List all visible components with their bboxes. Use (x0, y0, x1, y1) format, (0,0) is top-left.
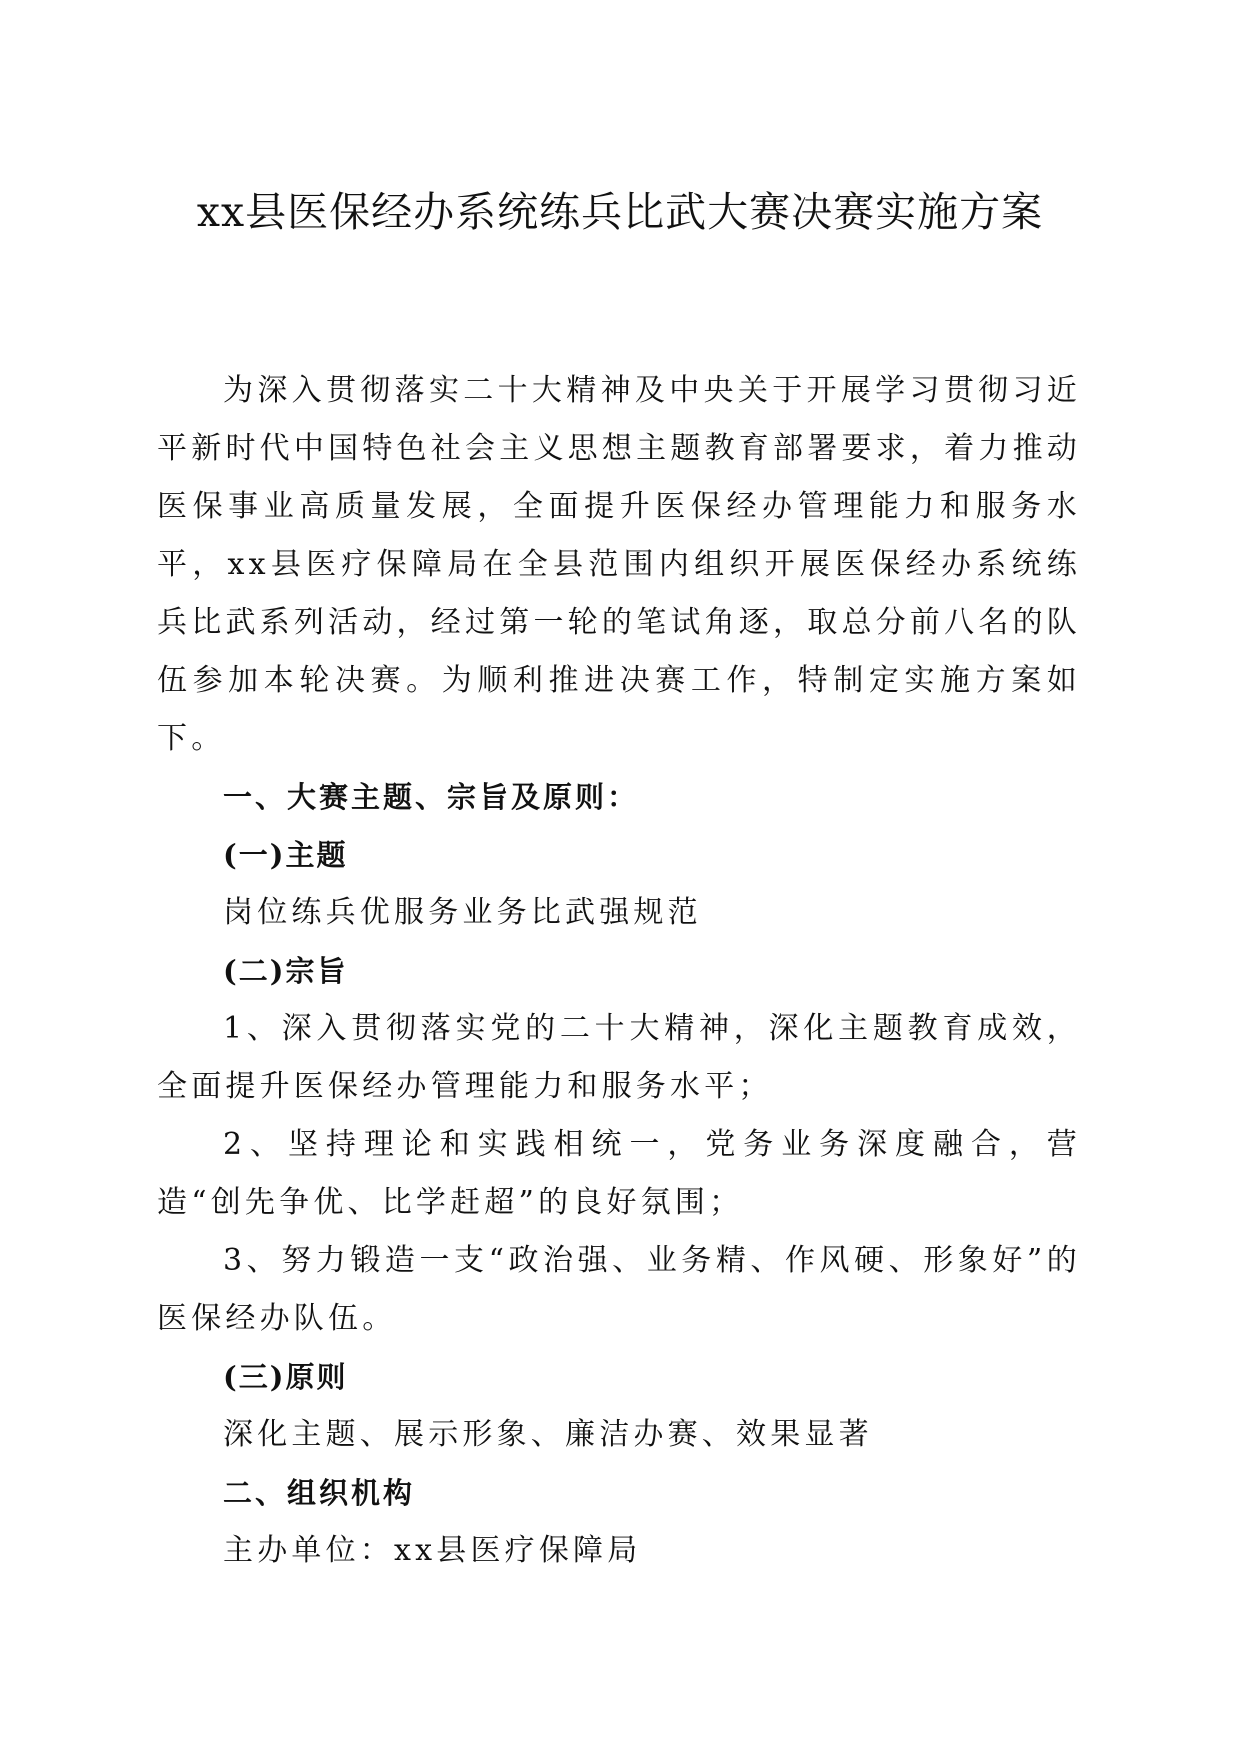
purpose-item-1: 1、深入贯彻落实党的二十大精神，深化主题教育成效，全面提升医保经办管理能力和服务水平； (157, 1011, 1081, 1104)
principles-text: 深化主题、展示形象、廉洁办赛、效果显著 (223, 1417, 873, 1452)
subsection-heading-principles: (三)原则 (223, 1360, 348, 1394)
organizer-text: 主办单位：xx县医疗保障局 (223, 1533, 642, 1568)
intro-paragraph: 为深入贯彻落实二十大精神及中央关于开展学习贯彻习近平新时代中国特色社会主义思想主题教育部署要求，着力推动医保事业高质量发展，全面提升医保经办管理能力和服务水平，xx县医疗保障局在全县范围内组织开展医保经办系统练兵比武系列活动，经过第一轮的笔试角逐，取总分前八名的队伍参加本轮决赛。为顺利推进决赛工作，特制定实施方案如下。 (157, 373, 1081, 756)
subsection-heading-purpose: (二)宗旨 (223, 954, 348, 988)
purpose-item-3: 3、努力锻造一支“政治强、业务精、作风硬、形象好”的医保经办队伍。 (157, 1243, 1081, 1336)
document-title: xx县医保经办系统练兵比武大赛决赛实施方案 (196, 188, 1044, 236)
subsection-heading-theme: (一)主题 (223, 838, 348, 872)
section-heading-organization: 二、组织机构 (223, 1476, 416, 1510)
purpose-item-2: 2、坚持理论和实践相统一，党务业务深度融合，营造“创先争优、比学赶超”的良好氛围； (157, 1127, 1081, 1220)
theme-text: 岗位练兵优服务业务比武强规范 (223, 895, 702, 930)
section-heading-theme-purpose-principles: 一、大赛主题、宗旨及原则： (223, 780, 640, 814)
document-body (157, 362, 1081, 1580)
